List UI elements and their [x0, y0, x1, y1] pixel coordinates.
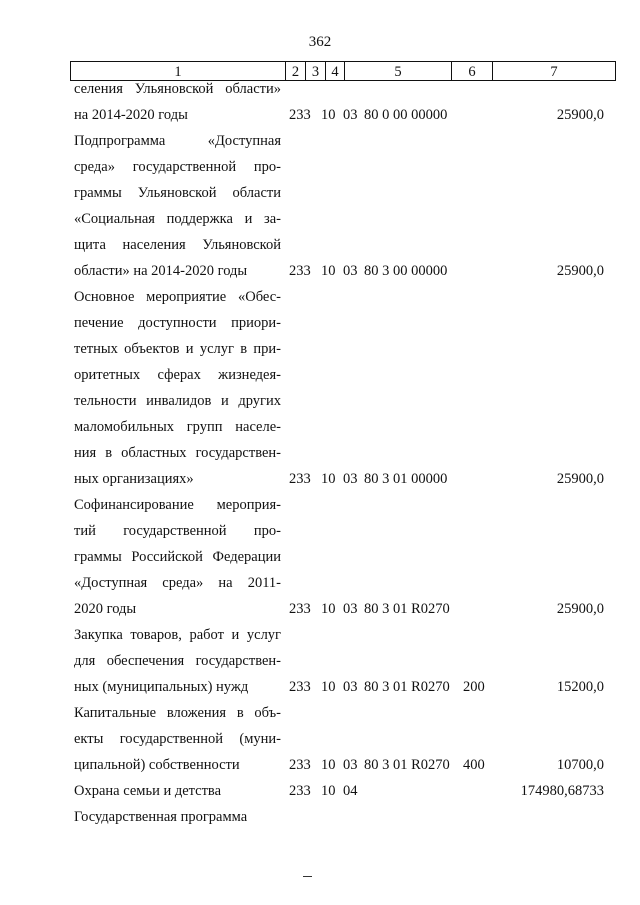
- row-code-subsection: 03: [343, 107, 358, 123]
- row-description-line: Подпрограмма «Доступная: [74, 133, 281, 149]
- row-description-line: оритетных сферах жизнедея-: [74, 367, 281, 383]
- row-description-line: ния в областных государствен-: [74, 445, 281, 461]
- row-code-section: 10: [321, 601, 336, 617]
- row-description-line: ципальной) собственности: [74, 757, 240, 773]
- row-description-line: граммы Ульяновской области: [74, 185, 281, 201]
- row-code-expense-type: 400: [463, 757, 485, 773]
- row-description-line: 2020 годы: [74, 601, 137, 617]
- header-col-2: 2: [285, 61, 306, 81]
- row-description-line: «Социальная поддержка и за-: [74, 211, 281, 227]
- row-code-target: 80 3 01 00000: [364, 471, 448, 487]
- row-code-target: 80 3 00 00000: [364, 263, 448, 279]
- row-amount: 25900,0: [556, 107, 604, 123]
- row-description-line: Государственная программа: [74, 809, 248, 825]
- page-number: 362: [308, 34, 332, 50]
- row-description-line: для обеспечения государствен-: [74, 653, 281, 669]
- row-code-admin: 233: [289, 107, 311, 123]
- row-description-line: селения Ульяновской области»: [74, 81, 281, 97]
- row-description-line: Основное мероприятие «Обес-: [74, 289, 281, 305]
- row-code-subsection: 03: [343, 263, 358, 279]
- row-code-subsection: 04: [343, 783, 358, 799]
- row-code-subsection: 03: [343, 601, 358, 617]
- row-code-admin: 233: [289, 783, 311, 799]
- row-description-line: области» на 2014-2020 годы: [74, 263, 248, 279]
- row-code-target: 80 3 01 R0270: [364, 601, 450, 617]
- header-col-5: 5: [344, 61, 452, 81]
- row-description-line: среда» государственной про-: [74, 159, 281, 175]
- row-code-admin: 233: [289, 601, 311, 617]
- row-description-line: печение доступности приори-: [74, 315, 281, 331]
- row-description-line: Закупка товаров, работ и услуг: [74, 627, 281, 643]
- row-description-line: Софинансирование мероприя-: [74, 497, 281, 513]
- row-code-subsection: 03: [343, 679, 358, 695]
- row-code-section: 10: [321, 783, 336, 799]
- row-code-subsection: 03: [343, 471, 358, 487]
- row-description-line: граммы Российской Федерации: [74, 549, 281, 565]
- header-col-7: 7: [492, 61, 616, 81]
- row-code-section: 10: [321, 471, 336, 487]
- row-description-line: щита населения Ульяновской: [74, 237, 281, 253]
- row-amount: 15200,0: [556, 679, 604, 695]
- row-description-line: ных (муниципальных) нужд: [74, 679, 249, 695]
- row-code-target: 80 3 01 R0270: [364, 679, 450, 695]
- row-code-admin: 233: [289, 679, 311, 695]
- row-code-expense-type: 200: [463, 679, 485, 695]
- row-description-line: тетных объектов и услуг в при-: [74, 341, 281, 357]
- row-description-line: тий государственной про-: [74, 523, 281, 539]
- row-code-target: 80 3 01 R0270: [364, 757, 450, 773]
- row-amount: 174980,68733: [520, 783, 604, 799]
- row-code-admin: 233: [289, 757, 311, 773]
- header-col-3: 3: [305, 61, 326, 81]
- row-code-section: 10: [321, 263, 336, 279]
- row-amount: 25900,0: [556, 263, 604, 279]
- row-code-subsection: 03: [343, 757, 358, 773]
- row-code-section: 10: [321, 757, 336, 773]
- header-col-1: 1: [70, 61, 286, 81]
- footer-dash: [303, 876, 312, 877]
- row-amount: 25900,0: [556, 471, 604, 487]
- row-code-admin: 233: [289, 471, 311, 487]
- row-description-line: тельности инвалидов и других: [74, 393, 281, 409]
- row-description-line: Охрана семьи и детства: [74, 783, 222, 799]
- row-description-line: Капитальные вложения в объ-: [74, 705, 281, 721]
- row-amount: 25900,0: [556, 601, 604, 617]
- row-description-line: ных организациях»: [74, 471, 194, 487]
- row-code-section: 10: [321, 107, 336, 123]
- row-code-section: 10: [321, 679, 336, 695]
- row-description-line: екты государственной (муни-: [74, 731, 281, 747]
- row-description-line: маломобильных групп населе-: [74, 419, 281, 435]
- row-code-admin: 233: [289, 263, 311, 279]
- row-description-line: на 2014-2020 годы: [74, 107, 188, 123]
- row-description-line: «Доступная среда» на 2011-: [74, 575, 281, 591]
- row-code-target: 80 0 00 00000: [364, 107, 448, 123]
- header-col-4: 4: [325, 61, 345, 81]
- row-amount: 10700,0: [556, 757, 604, 773]
- header-col-6: 6: [451, 61, 493, 81]
